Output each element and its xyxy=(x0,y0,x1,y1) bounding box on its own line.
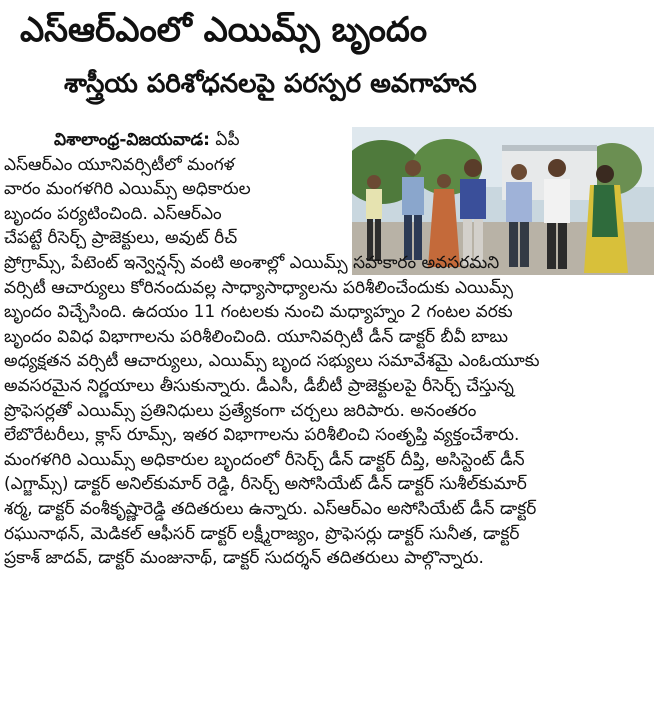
body-line: రఘునాథన్‌, మెడికల్‌ ఆఫీసర్‌ డాక్టర్‌ లక్ష్మీరాజ్యం, ప్రొఫెసర్లు డాక్టర్‌ సునీత, డాక్టర్‌ xyxy=(4,523,520,544)
body-line: అవసరమైన నిర్ణయాలు తీసుకున్నారు. డీఎసీ, డీబీటీ ప్రాజెక్టులపై రీసెర్చ్‌ చేస్తున్న xyxy=(4,375,514,396)
body-line: బృందం పర్యటించింది. ఎస్‌ఆర్‌ఎం xyxy=(4,203,222,224)
headline: ఎస్‌ఆర్‌ఎంలో ఎయిమ్స్‌ బృందం xyxy=(20,10,428,50)
body-line: చేపట్టే రీసెర్చ్‌ ప్రాజెక్టులు, అవుట్‌ రీచ్‌ xyxy=(4,228,238,249)
article-body xyxy=(4,128,656,571)
dateline: విశాలాంధ్ర-విజయవాడ: xyxy=(54,130,210,150)
subheadline: శాస్త్రీయ పరిశోధనలపై పరస్పర అవగాహన xyxy=(64,69,477,99)
body-line: అధ్యక్షతన వర్సిటీ ఆచార్యులు, ఎయిమ్స్‌ బృంద సభ్యులు సమావేశమై ఎంఓయూకు xyxy=(4,351,540,372)
body-line: వారం మంగళగిరి ఎయిమ్స్‌ అధికారుల xyxy=(4,179,251,200)
body-line: ఎస్‌ఆర్‌ఎం యూనివర్సిటీలో మంగళ xyxy=(4,154,235,175)
body-line: వర్సిటీ ఆచార్యులు కోరినందువల్ల సాధ్యాసాధ్యాలను పరిశీలించేందుకు ఎయిమ్స్‌ xyxy=(4,277,514,298)
body-line-text: ఏపీ xyxy=(209,130,240,150)
body-line: ప్రొఫెసర్లతో ఎయిమ్స్‌ ప్రతినిధులు ప్రత్యేకంగా చర్చలు జరిపారు. అనంతరం xyxy=(4,400,477,421)
body-line xyxy=(4,128,344,153)
body-line: (ఎగ్జామ్స్‌) డాక్టర్‌ అనిల్‌కుమార్‌ రెడ్డి, రీసెర్చ్‌ అసోసియేట్‌ డీన్‌ డాక్టర్‌ సుశీల్‌కుమార్‌ xyxy=(4,474,527,495)
body-line: శర్మ, డాక్టర్‌ వంశీకృష్ణారెడ్డి తదితరులు ఉన్నారు. ఎస్‌ఆర్‌ఎం అసోసియేట్‌ డీన్‌ డాక్టర్‌ xyxy=(4,498,537,519)
body-line: లేబొరేటరీలు, క్లాస్‌ రూమ్స్‌, ఇతర విభాగాలను పరిశీలించి సంతృప్తి వ్యక్తంచేశారు. xyxy=(4,425,520,446)
body-line: బృందం వివిధ విభాగాలను పరిశీలించింది. యూనివర్సిటీ డీన్‌ డాక్టర్‌ బీవీ బాబు xyxy=(4,326,508,347)
body-line: మంగళగిరి ఎయిమ్స్‌ అధికారుల బృందంలో రీసెర్చ్‌ డీన్‌ డాక్టర్‌ దీప్తి, అసిస్టెంట్‌ డీన్‌ xyxy=(4,449,525,470)
body-line: ప్రోగ్రామ్స్‌, పేటెంట్‌ ఇన్వెన్షన్స్‌ వంటి అంశాల్లో ఎయిమ్స్‌ సహకారం అవసరమని xyxy=(4,252,500,273)
body-line: ప్రకాశ్‌ జాదవ్‌, డాక్టర్‌ మంజునాథ్‌, డాక్టర్‌ సుదర్శన్‌ తదితరులు పాల్గొన్నారు. xyxy=(4,548,484,569)
body-line: బృందం విచ్చేసింది. ఉదయం 11 గంటలకు నుంచి మధ్యాహ్నం 2 గంటల వరకు xyxy=(4,302,513,323)
